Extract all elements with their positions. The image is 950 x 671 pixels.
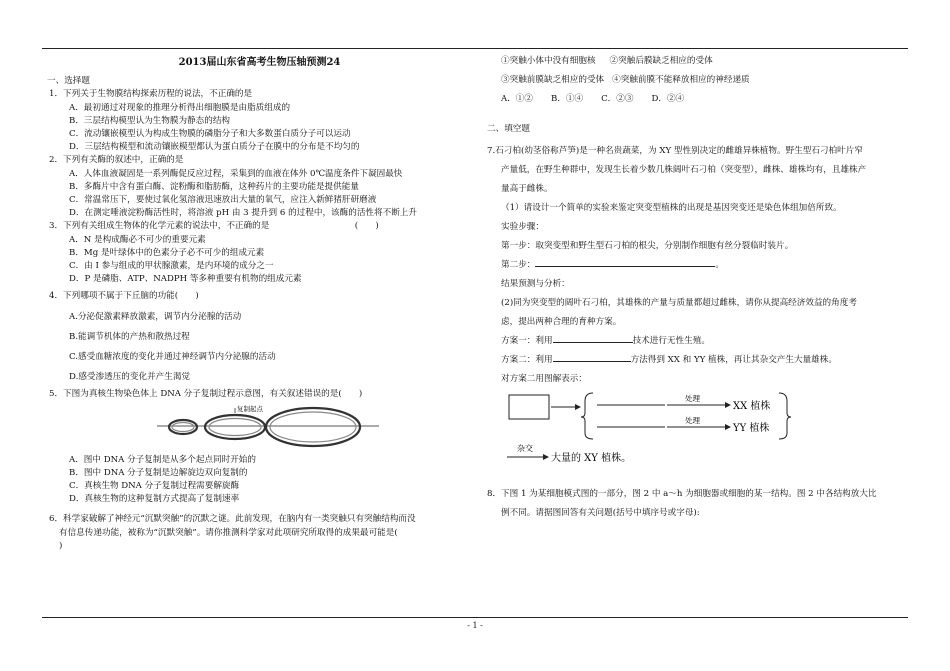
question-1-option-c: C．流动镶嵌模型认为构成生物膜的磷脂分子和大多数蛋白质分子可以运动 (69, 129, 351, 140)
question-7-result-label: 结果预测与分析： (501, 279, 570, 290)
question-7-scheme-label: 对方案二用图解表示： (501, 374, 587, 385)
question-2-option-a: A．人体血液凝固是一系列酶促反应过程，采集到的血液在体外 0℃温度条件下凝固最快 (69, 168, 403, 179)
dna-replication-figure (157, 404, 379, 450)
question-6-choices-row-2: ③突触前膜缺乏相应的受体 ④突触前膜不能释放相应的神经递质 (501, 75, 750, 85)
scheme-arrow-icon-3 (543, 454, 549, 460)
section-heading-fill: 二、填空题 (487, 124, 530, 134)
footer-rule (42, 617, 908, 618)
question-7-intro-1: 7.石刁柏(幼茎俗称芦笋)是一种名贵蔬菜，为 XY 型性别决定的雌雄异株植物。野生型石刁柏叶片窄 (487, 146, 863, 157)
scheme-process-1: 处理 (685, 394, 700, 404)
question-2-option-c: C．常温常压下，要使过氧化氢溶液迅速放出大量的氧气，应注入新鲜猪肝研磨液 (69, 195, 377, 206)
scheme-right-brace (779, 393, 791, 439)
question-3-paren: ( ) (354, 221, 379, 232)
question-6-line-2: 有信息传递功能，被称为“沉默突触”。请你推测科学家对此项研究所取得的成果最可能是( (59, 527, 398, 538)
scheme-process-2: 处理 (685, 416, 700, 426)
question-1-option-d: D．三层结构模型和流动镶嵌模型都认为蛋白质分子在膜中的分布是不均匀的 (69, 142, 360, 153)
plan-2-blank[interactable] (553, 352, 631, 362)
section-heading-choice: 一、选择题 (47, 76, 90, 87)
scheme-start-box (509, 395, 549, 419)
question-3-stem-text: 3．下列有关组成生物体的化学元素的说法中，不正确的是 (49, 221, 270, 232)
question-1-option-a: A．最初通过对现象的推理分析得出细胞膜是由脂质组成的 (69, 102, 291, 113)
question-5-option-c: C．真核生物 DNA 分子复制过程需要解旋酶 (69, 481, 240, 492)
question-7-plan-1: 方案一：利用 技术进行无性生殖。 (487, 332, 907, 351)
question-3-option-b: B．Mg 是叶绿体中的色素分子必不可少的组成元素 (69, 247, 265, 258)
question-5-option-a: A．图中 DNA 分子复制是从多个起点同时开始的 (69, 454, 256, 465)
scheme-result-1: XX 植株 (733, 401, 771, 413)
scheme-arrow-icon (575, 404, 581, 410)
question-4-stem: 4．下列哪项不属于下丘脑的功能( ) (49, 291, 199, 302)
scheme-result-2: YY 植株 (733, 423, 770, 435)
question-6-line-3: ) (59, 540, 63, 551)
question-7-steps-label: 实验步骤： (501, 222, 544, 233)
question-2-stem: 2．下列有关酶的叙述中，正确的是 (49, 155, 184, 166)
scheme-arrow-icon-2 (725, 424, 731, 430)
question-7-plan-2: 方案二：利用 方法得到 XX 和 YY 植株，再让其杂交产生大量雄株。 (487, 351, 907, 370)
question-6-answers: A．①② B．①④ C．②③ D．②④ (501, 94, 685, 104)
question-2-option-d: D．在测定唾液淀粉酶活性时，将溶液 pH 由 3 提升到 6 的过程中，该酶的活性将不断上升 (69, 208, 417, 219)
question-1-stem: 1．下列关于生物膜结构探索历程的说法，不正确的是 (49, 89, 253, 100)
step-2-blank[interactable] (535, 257, 715, 267)
right-column (487, 52, 907, 523)
question-5-option-b: B．图中 DNA 分子复制是边解旋边双向复制的 (69, 467, 248, 478)
question-7-intro-3: 量高于雌株。 (501, 184, 553, 195)
question-3-option-a: A．N 是构成酶必不可少的重要元素 (69, 234, 206, 245)
plan-1-blank[interactable] (553, 333, 633, 343)
page-number: - 1 - (467, 621, 483, 630)
question-7-intro-2: 产量低，在野生种群中，发现生长着少数几株阔叶石刁柏（突变型），雌株、雄株均有，且雄株产 (501, 165, 867, 176)
replication-bubble-3 (266, 408, 360, 446)
question-8-line-1: 8．下图 1 为某细胞模式图的一部分，图 2 中 a～h 为细胞器或细胞的某一结构。图 2 中各结构放大比 (487, 489, 877, 500)
scheme-final-result: 大量的 XY 植株。 (551, 453, 632, 465)
origin-label: 复制起点 (237, 404, 263, 413)
scheme-left-brace (581, 393, 593, 439)
question-5-option-d: D．真核生物的这种复制方式提高了复制速率 (69, 494, 240, 505)
question-6-choices-row-1: ①突触小体中没有细胞核 ②突触后膜缺乏相应的受体 (501, 56, 713, 66)
left-column (47, 52, 472, 553)
question-8-line-2: 例不同。请据图回答有关问题(括号中填序号或字母): (501, 508, 700, 519)
question-5-stem: 5．下图为真核生物染色体上 DNA 分子复制过程示意图，有关叙述错误的是( ) (49, 389, 363, 400)
question-4-option-c: C.感受血糖浓度的变化并通过神经调节内分泌腺的活动 (69, 352, 276, 363)
question-3-stem (47, 220, 472, 233)
page-title: 2013届山东省高考生物压轴预测24 (178, 57, 341, 68)
question-3-option-d: D．P 是磷脂、ATP、NADPH 等多种重要有机物的组成元素 (69, 274, 302, 285)
question-1-option-b: B．三层结构模型认为生物膜为静态的结构 (69, 115, 231, 126)
question-7-step-2: 第二步： 。 (487, 256, 907, 275)
question-7-part-2-line-1: (2)同为突变型的阔叶石刁柏，其雄株的产量与质量都超过雌株，请你从提高经济效益的角度考 (501, 298, 857, 309)
question-4-option-a: A.分泌促激素释放激素，调节内分泌腺的活动 (69, 311, 242, 322)
question-7-step-1: 第一步：取突变型和野生型石刁柏的根尖，分别制作细胞有丝分裂临时装片。 (501, 241, 794, 252)
question-2-option-b: B．多酶片中含有蛋白酶、淀粉酶和脂肪酶，这种药片的主要功能是提供能量 (69, 181, 359, 192)
scheme-cross-label: 杂交 (517, 444, 533, 454)
question-4-option-d: D.感受渗透压的变化并产生渴觉 (69, 372, 191, 383)
question-3-option-c: C．由 I 参与组成的甲状腺激素，是内环境的成分之一 (69, 261, 274, 272)
question-7-part-1: （1）请设计一个简单的实验来鉴定突变型植株的出现是基因突变还是染色体组加倍所致。 (501, 203, 842, 214)
question-7-part-2-line-2: 虑，提出两种合理的育种方案。 (501, 317, 622, 328)
question-4-option-b: B.能调节机体的产热和散热过程 (69, 331, 190, 342)
question-6-line-1: 6．科学家破解了神经元“沉默突触”的沉默之谜。此前发现，在脑内有一类突触只有突触结构而没 (49, 514, 416, 525)
scheme-arrow-icon-1 (725, 402, 731, 408)
breeding-scheme-diagram (501, 391, 791, 473)
header-rule (42, 48, 908, 49)
